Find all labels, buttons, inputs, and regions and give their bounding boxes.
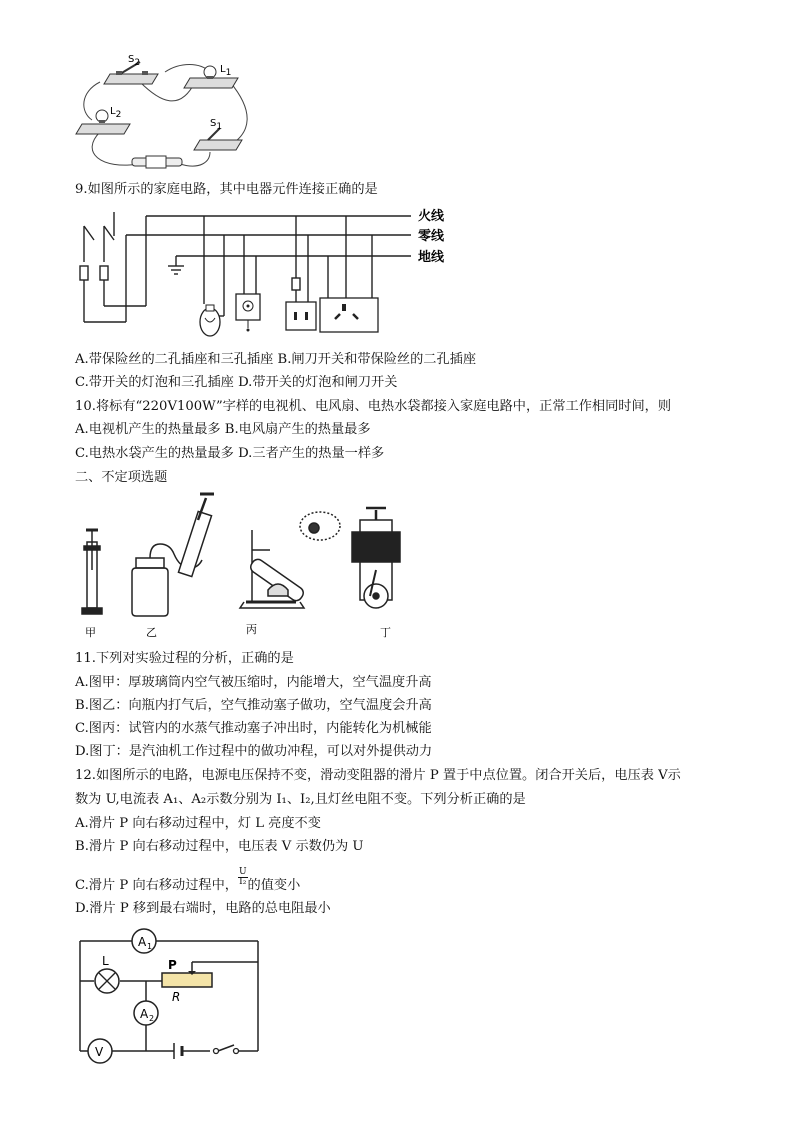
q12-fraction bbox=[238, 868, 248, 887]
svg-text:1: 1 bbox=[147, 942, 153, 951]
wire-neutral-label: 零线 bbox=[418, 229, 445, 244]
label-s1: S1 bbox=[210, 118, 223, 132]
svg-text:V: V bbox=[95, 1045, 104, 1059]
voltmeter-icon bbox=[88, 1039, 112, 1063]
q11-option-c: C.图丙：试管内的水蒸气推动塞子冲出时，内能转化为机械能 bbox=[75, 721, 432, 736]
q12-option-c-pre: C.滑片 P 向右移动过程中， bbox=[75, 878, 238, 893]
compression-tube-icon bbox=[82, 530, 102, 614]
q9-option-cd: C.带开关的灯泡和三孔插座 D.带开关的灯泡和闸刀开关 bbox=[75, 375, 398, 390]
q12-option-a: A.滑片 P 向右移动过程中，灯 L 亮度不变 bbox=[75, 816, 321, 831]
q12-circuit bbox=[76, 925, 276, 1065]
svg-text:2: 2 bbox=[149, 1014, 155, 1023]
q11-option-a: A.图甲：厚玻璃筒内空气被压缩时，内能增大，空气温度升高 bbox=[75, 675, 432, 690]
q12-stem-line2: 数为 U,电流表 A₁、A₂示数分别为 I₁、I₂,且灯丝电阻不变。下列分析正确的是 bbox=[75, 792, 526, 807]
q12-option-d: D.滑片 P 移到最右端时，电路的总电阻最小 bbox=[75, 901, 331, 916]
q11-option-d: D.图丁：是汽油机工作过程中的做功冲程，可以对外提供动力 bbox=[75, 744, 433, 759]
label-ding: 丁 bbox=[380, 626, 391, 639]
label-bing: 丙 bbox=[246, 623, 257, 636]
three-hole-socket-icon bbox=[320, 298, 378, 332]
ammeter-a2-icon bbox=[134, 1001, 158, 1025]
q10-option-cd: C.电热水袋产生的热量最多 D.三者产生的热量一样多 bbox=[75, 446, 385, 461]
q10-stem: 10.将标有“220V100W”字样的电视机、电风扇、电热水袋都接入家庭电路中，正常工作相同时间，则 bbox=[75, 399, 672, 414]
label-slider-p: P bbox=[168, 958, 177, 972]
label-l1: L1 bbox=[220, 64, 232, 78]
q9-stem: 9.如图所示的家庭电路，其中电器元件连接正确的是 bbox=[75, 182, 378, 197]
fraction-numerator: U bbox=[238, 867, 247, 877]
label-s2: S2 bbox=[128, 54, 141, 68]
switch-s2-icon bbox=[104, 62, 158, 84]
lamp-l2-icon bbox=[76, 110, 130, 134]
label-lamp-l: L bbox=[102, 954, 109, 968]
label-jia: 甲 bbox=[85, 626, 96, 639]
fraction-denominator: I₂ bbox=[239, 877, 247, 887]
q12-option-c bbox=[75, 867, 301, 895]
q12-option-b: B.滑片 P 向右移动过程中，电压表 V 示数仍为 U bbox=[75, 839, 364, 854]
battery-icon bbox=[174, 1043, 182, 1059]
q9-option-ab: A.带保险丝的二孔插座和三孔插座 B.闸刀开关和带保险丝的二孔插座 bbox=[75, 352, 477, 367]
battery-icon bbox=[132, 156, 182, 168]
test-tube-heating-icon bbox=[240, 512, 340, 608]
two-hole-socket-icon bbox=[286, 302, 316, 330]
svg-text:A: A bbox=[138, 935, 147, 949]
wire-ground-label: 地线 bbox=[418, 250, 445, 265]
label-l2: L2 bbox=[110, 106, 122, 120]
pull-switch-icon bbox=[236, 294, 260, 332]
label-yi: 乙 bbox=[146, 626, 157, 639]
wire-live-label: 火线 bbox=[418, 209, 445, 224]
lamp-bulb-icon bbox=[200, 305, 220, 336]
experiment-figures bbox=[70, 490, 430, 640]
engine-cylinder-icon bbox=[352, 508, 400, 608]
svg-text:A: A bbox=[140, 1007, 149, 1021]
lamp-l-icon bbox=[95, 969, 119, 993]
label-resistor-r: R bbox=[172, 990, 181, 1004]
q9-household-circuit bbox=[76, 206, 456, 346]
section2-title: 二、不定项选题 bbox=[75, 470, 168, 485]
q11-stem: 11.下列对实验过程的分析，正确的是 bbox=[75, 651, 294, 666]
rheostat-icon bbox=[162, 971, 212, 987]
q12-stem-line1: 12.如图所示的电路，电源电压保持不变，滑动变阻器的滑片 P 置于中点位置。闭合开关后，电压表 V示 bbox=[75, 768, 681, 783]
q11-option-b: B.图乙：向瓶内打气后，空气推动塞子做功，空气温度会升高 bbox=[75, 698, 432, 713]
top-circuit-figure bbox=[70, 52, 260, 177]
bottle-pump-icon bbox=[132, 494, 214, 616]
q10-option-ab: A.电视机产生的热量最多 B.电风扇产生的热量最多 bbox=[75, 422, 371, 437]
ammeter-a1-icon bbox=[132, 929, 156, 953]
switch-icon bbox=[214, 1049, 239, 1054]
q12-option-c-post: 的值变小 bbox=[247, 878, 301, 893]
